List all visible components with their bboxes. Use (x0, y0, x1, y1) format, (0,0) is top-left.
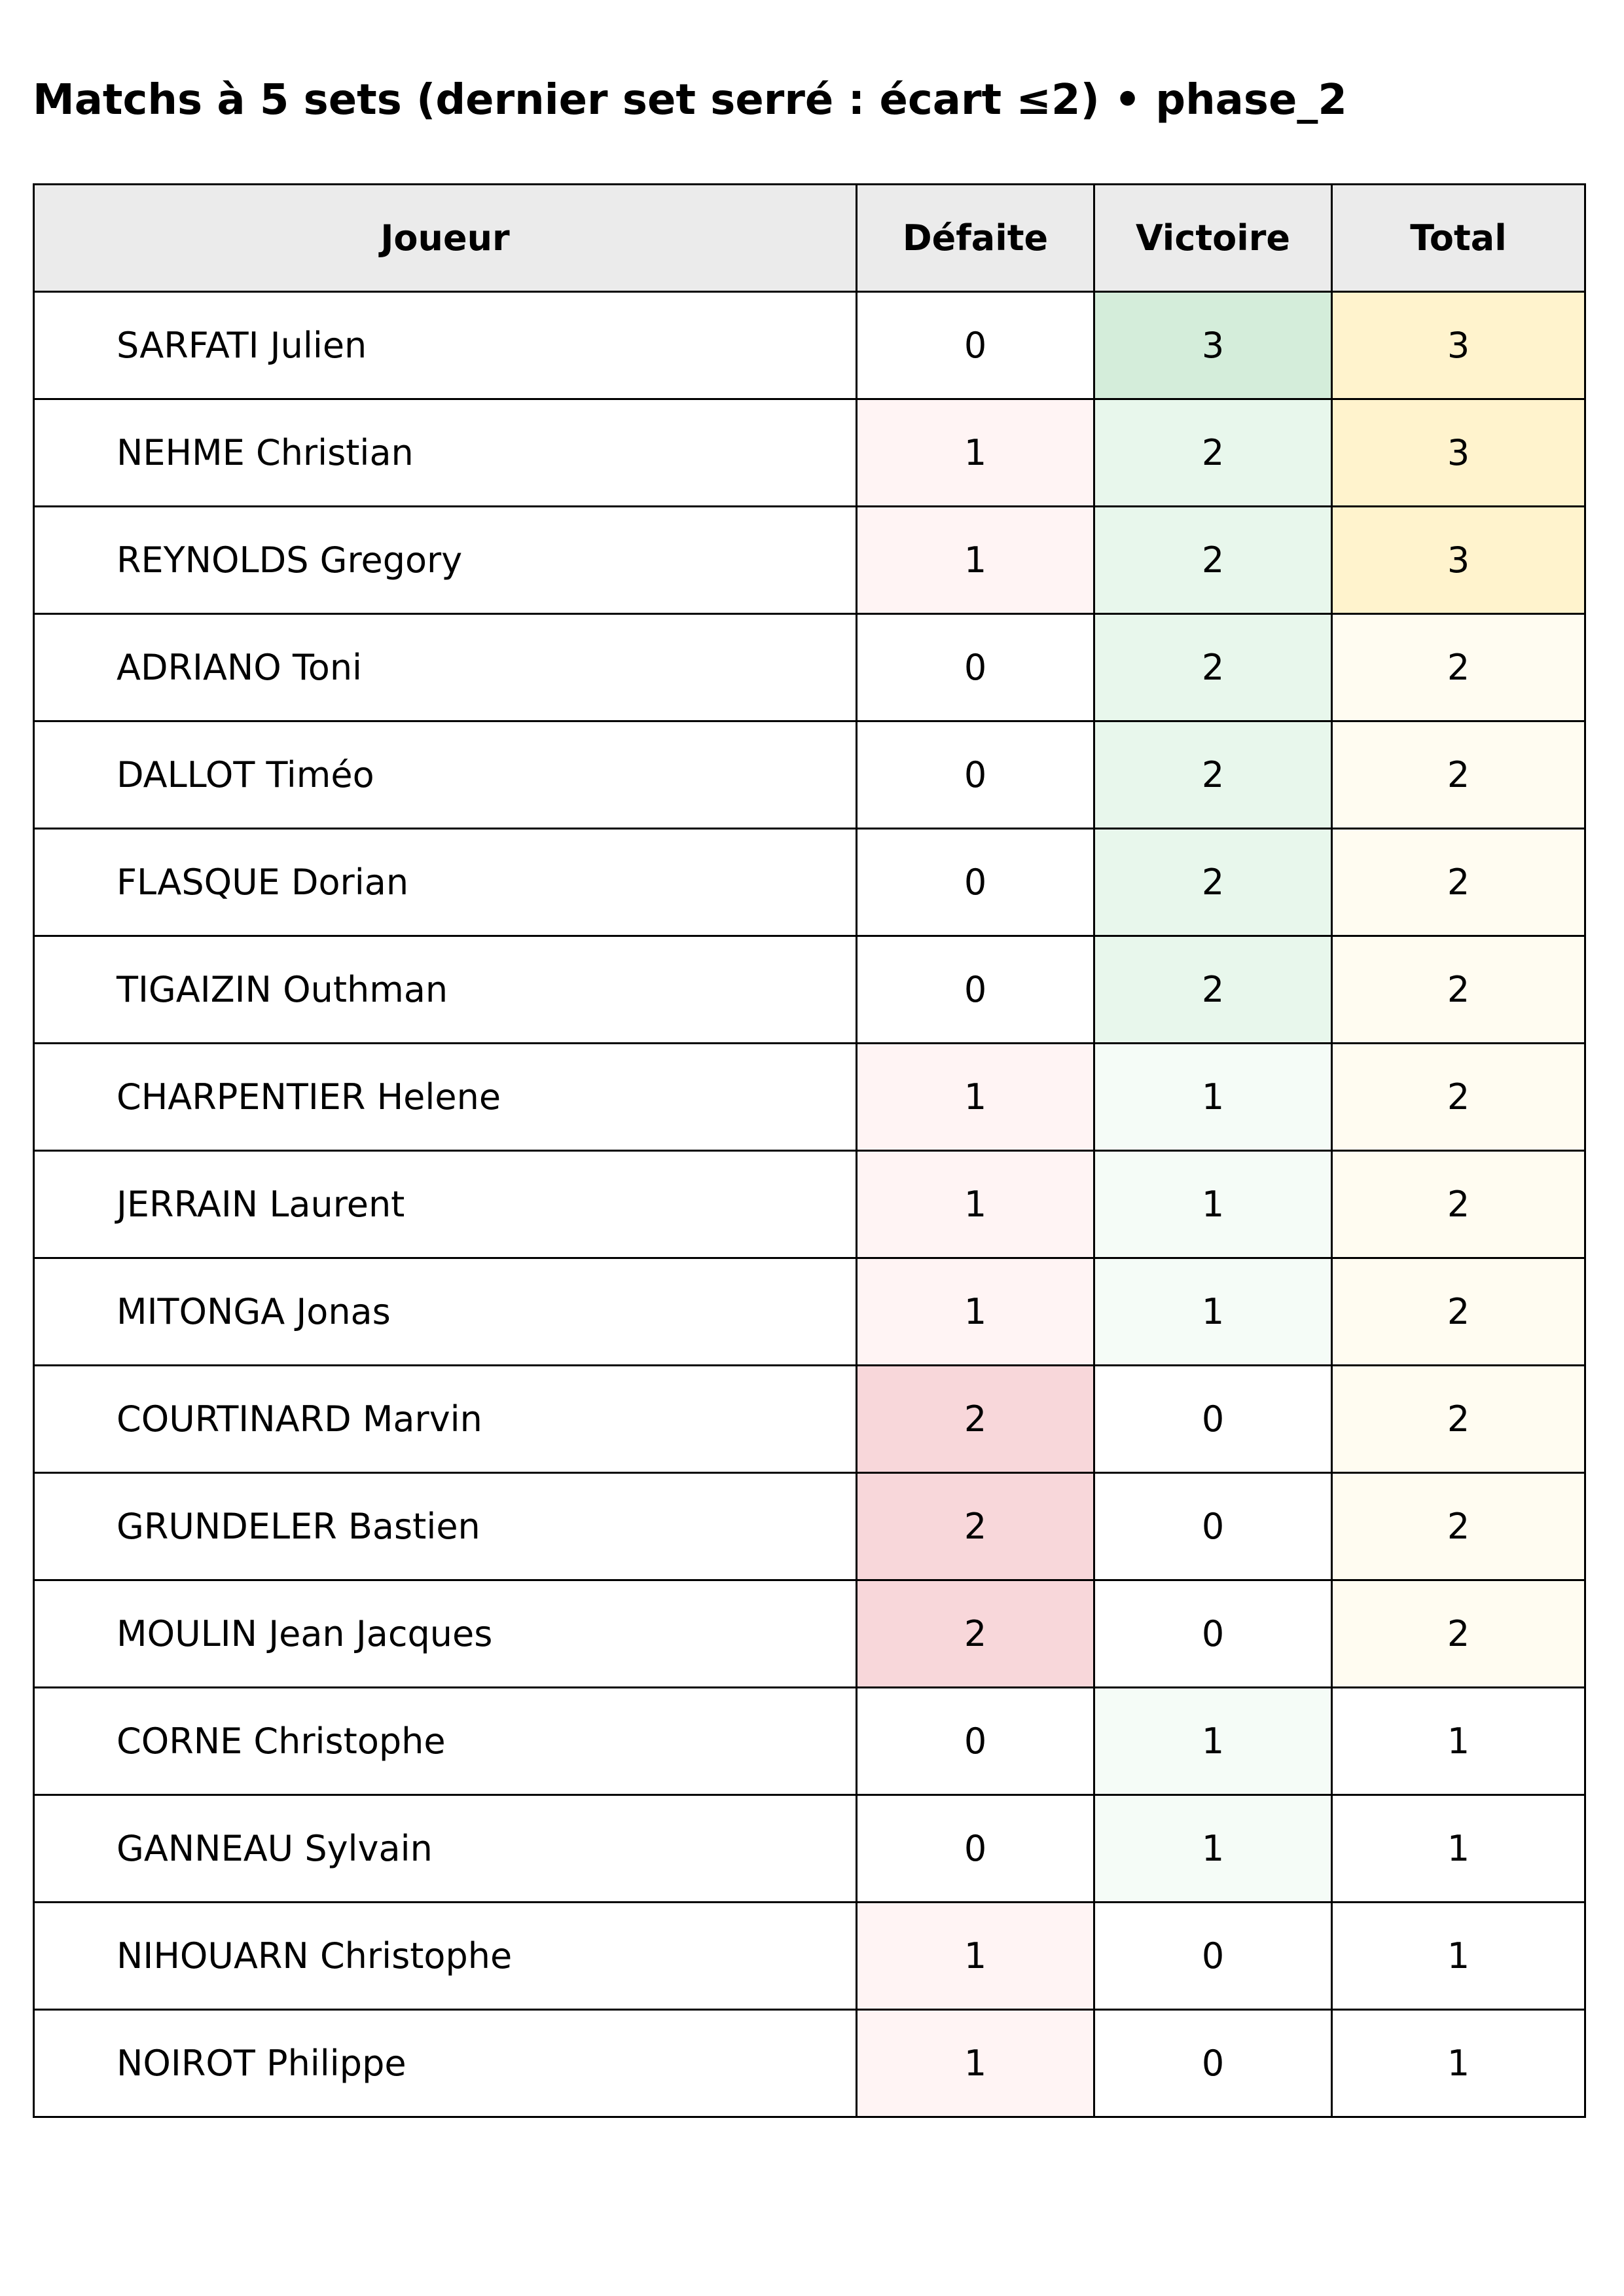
cell-total: 1 (1332, 2010, 1585, 2117)
cell-total: 3 (1332, 507, 1585, 614)
cell-victoire: 2 (1094, 721, 1332, 829)
cell-defaite: 2 (857, 1580, 1094, 1688)
cell-defaite: 0 (857, 936, 1094, 1044)
cell-defaite: 1 (857, 399, 1094, 507)
cell-total: 2 (1332, 614, 1585, 721)
table-header (34, 185, 1585, 292)
table-row (34, 399, 1585, 507)
cell-total: 3 (1332, 399, 1585, 507)
cell-victoire: 0 (1094, 1580, 1332, 1688)
cell-joueur: CHARPENTIER Helene (34, 1044, 857, 1151)
cell-defaite: 0 (857, 1795, 1094, 1903)
cell-joueur: NIHOUARN Christophe (34, 1903, 857, 2010)
header-total: Total (1332, 185, 1585, 292)
cell-defaite: 0 (857, 614, 1094, 721)
cell-victoire: 2 (1094, 829, 1332, 936)
cell-victoire: 2 (1094, 614, 1332, 721)
table-row (34, 1366, 1585, 1473)
cell-victoire: 0 (1094, 1903, 1332, 2010)
cell-victoire: 3 (1094, 292, 1332, 399)
cell-total: 2 (1332, 1151, 1585, 1258)
cell-total: 1 (1332, 1688, 1585, 1795)
cell-joueur: ADRIANO Toni (34, 614, 857, 721)
cell-victoire: 1 (1094, 1151, 1332, 1258)
cell-joueur: MITONGA Jonas (34, 1258, 857, 1366)
cell-victoire: 1 (1094, 1795, 1332, 1903)
cell-defaite: 1 (857, 1903, 1094, 2010)
cell-defaite: 2 (857, 1366, 1094, 1473)
table-row (34, 1795, 1585, 1903)
cell-joueur: FLASQUE Dorian (34, 829, 857, 936)
cell-joueur: DALLOT Timéo (34, 721, 857, 829)
cell-total: 1 (1332, 1903, 1585, 2010)
cell-joueur: GRUNDELER Bastien (34, 1473, 857, 1580)
cell-defaite: 1 (857, 1258, 1094, 1366)
cell-joueur: JERRAIN Laurent (34, 1151, 857, 1258)
cell-defaite: 1 (857, 1044, 1094, 1151)
cell-victoire: 1 (1094, 1258, 1332, 1366)
cell-victoire: 0 (1094, 2010, 1332, 2117)
table-row (34, 2010, 1585, 2117)
cell-victoire: 2 (1094, 507, 1332, 614)
cell-joueur: REYNOLDS Gregory (34, 507, 857, 614)
cell-defaite: 0 (857, 292, 1094, 399)
table-row (34, 936, 1585, 1044)
cell-victoire: 1 (1094, 1688, 1332, 1795)
cell-victoire: 0 (1094, 1366, 1332, 1473)
cell-joueur: CORNE Christophe (34, 1688, 857, 1795)
cell-joueur: NOIROT Philippe (34, 2010, 857, 2117)
cell-joueur: SARFATI Julien (34, 292, 857, 399)
cell-joueur: MOULIN Jean Jacques (34, 1580, 857, 1688)
cell-total: 3 (1332, 292, 1585, 399)
cell-total: 2 (1332, 1044, 1585, 1151)
table-row (34, 1473, 1585, 1580)
cell-joueur: NEHME Christian (34, 399, 857, 507)
cell-total: 2 (1332, 1366, 1585, 1473)
cell-total: 2 (1332, 1258, 1585, 1366)
cell-defaite: 0 (857, 721, 1094, 829)
table-row (34, 1688, 1585, 1795)
header-defaite: Défaite (857, 185, 1094, 292)
cell-total: 1 (1332, 1795, 1585, 1903)
cell-defaite: 2 (857, 1473, 1094, 1580)
cell-joueur: TIGAIZIN Outhman (34, 936, 857, 1044)
cell-victoire: 1 (1094, 1044, 1332, 1151)
cell-defaite: 0 (857, 829, 1094, 936)
table-row (34, 507, 1585, 614)
table-body (34, 292, 1585, 2117)
header-joueur: Joueur (34, 185, 857, 292)
cell-defaite: 1 (857, 1151, 1094, 1258)
page-title: Matchs à 5 sets (dernier set serré : écart ≤2) • phase_2 (33, 76, 1347, 124)
cell-total: 2 (1332, 936, 1585, 1044)
table-row (34, 1044, 1585, 1151)
cell-defaite: 0 (857, 1688, 1094, 1795)
cell-defaite: 1 (857, 507, 1094, 614)
cell-victoire: 2 (1094, 399, 1332, 507)
table-row (34, 1580, 1585, 1688)
cell-joueur: GANNEAU Sylvain (34, 1795, 857, 1903)
table-row (34, 829, 1585, 936)
results-table (33, 183, 1586, 2118)
table-row (34, 292, 1585, 399)
cell-joueur: COURTINARD Marvin (34, 1366, 857, 1473)
cell-defaite: 1 (857, 2010, 1094, 2117)
header-row (34, 185, 1585, 292)
cell-total: 2 (1332, 1580, 1585, 1688)
table-row (34, 614, 1585, 721)
table-row (34, 721, 1585, 829)
table-row (34, 1258, 1585, 1366)
cell-total: 2 (1332, 829, 1585, 936)
table-row (34, 1151, 1585, 1258)
table-row (34, 1903, 1585, 2010)
header-victoire: Victoire (1094, 185, 1332, 292)
cell-victoire: 0 (1094, 1473, 1332, 1580)
cell-victoire: 2 (1094, 936, 1332, 1044)
cell-total: 2 (1332, 1473, 1585, 1580)
cell-total: 2 (1332, 721, 1585, 829)
